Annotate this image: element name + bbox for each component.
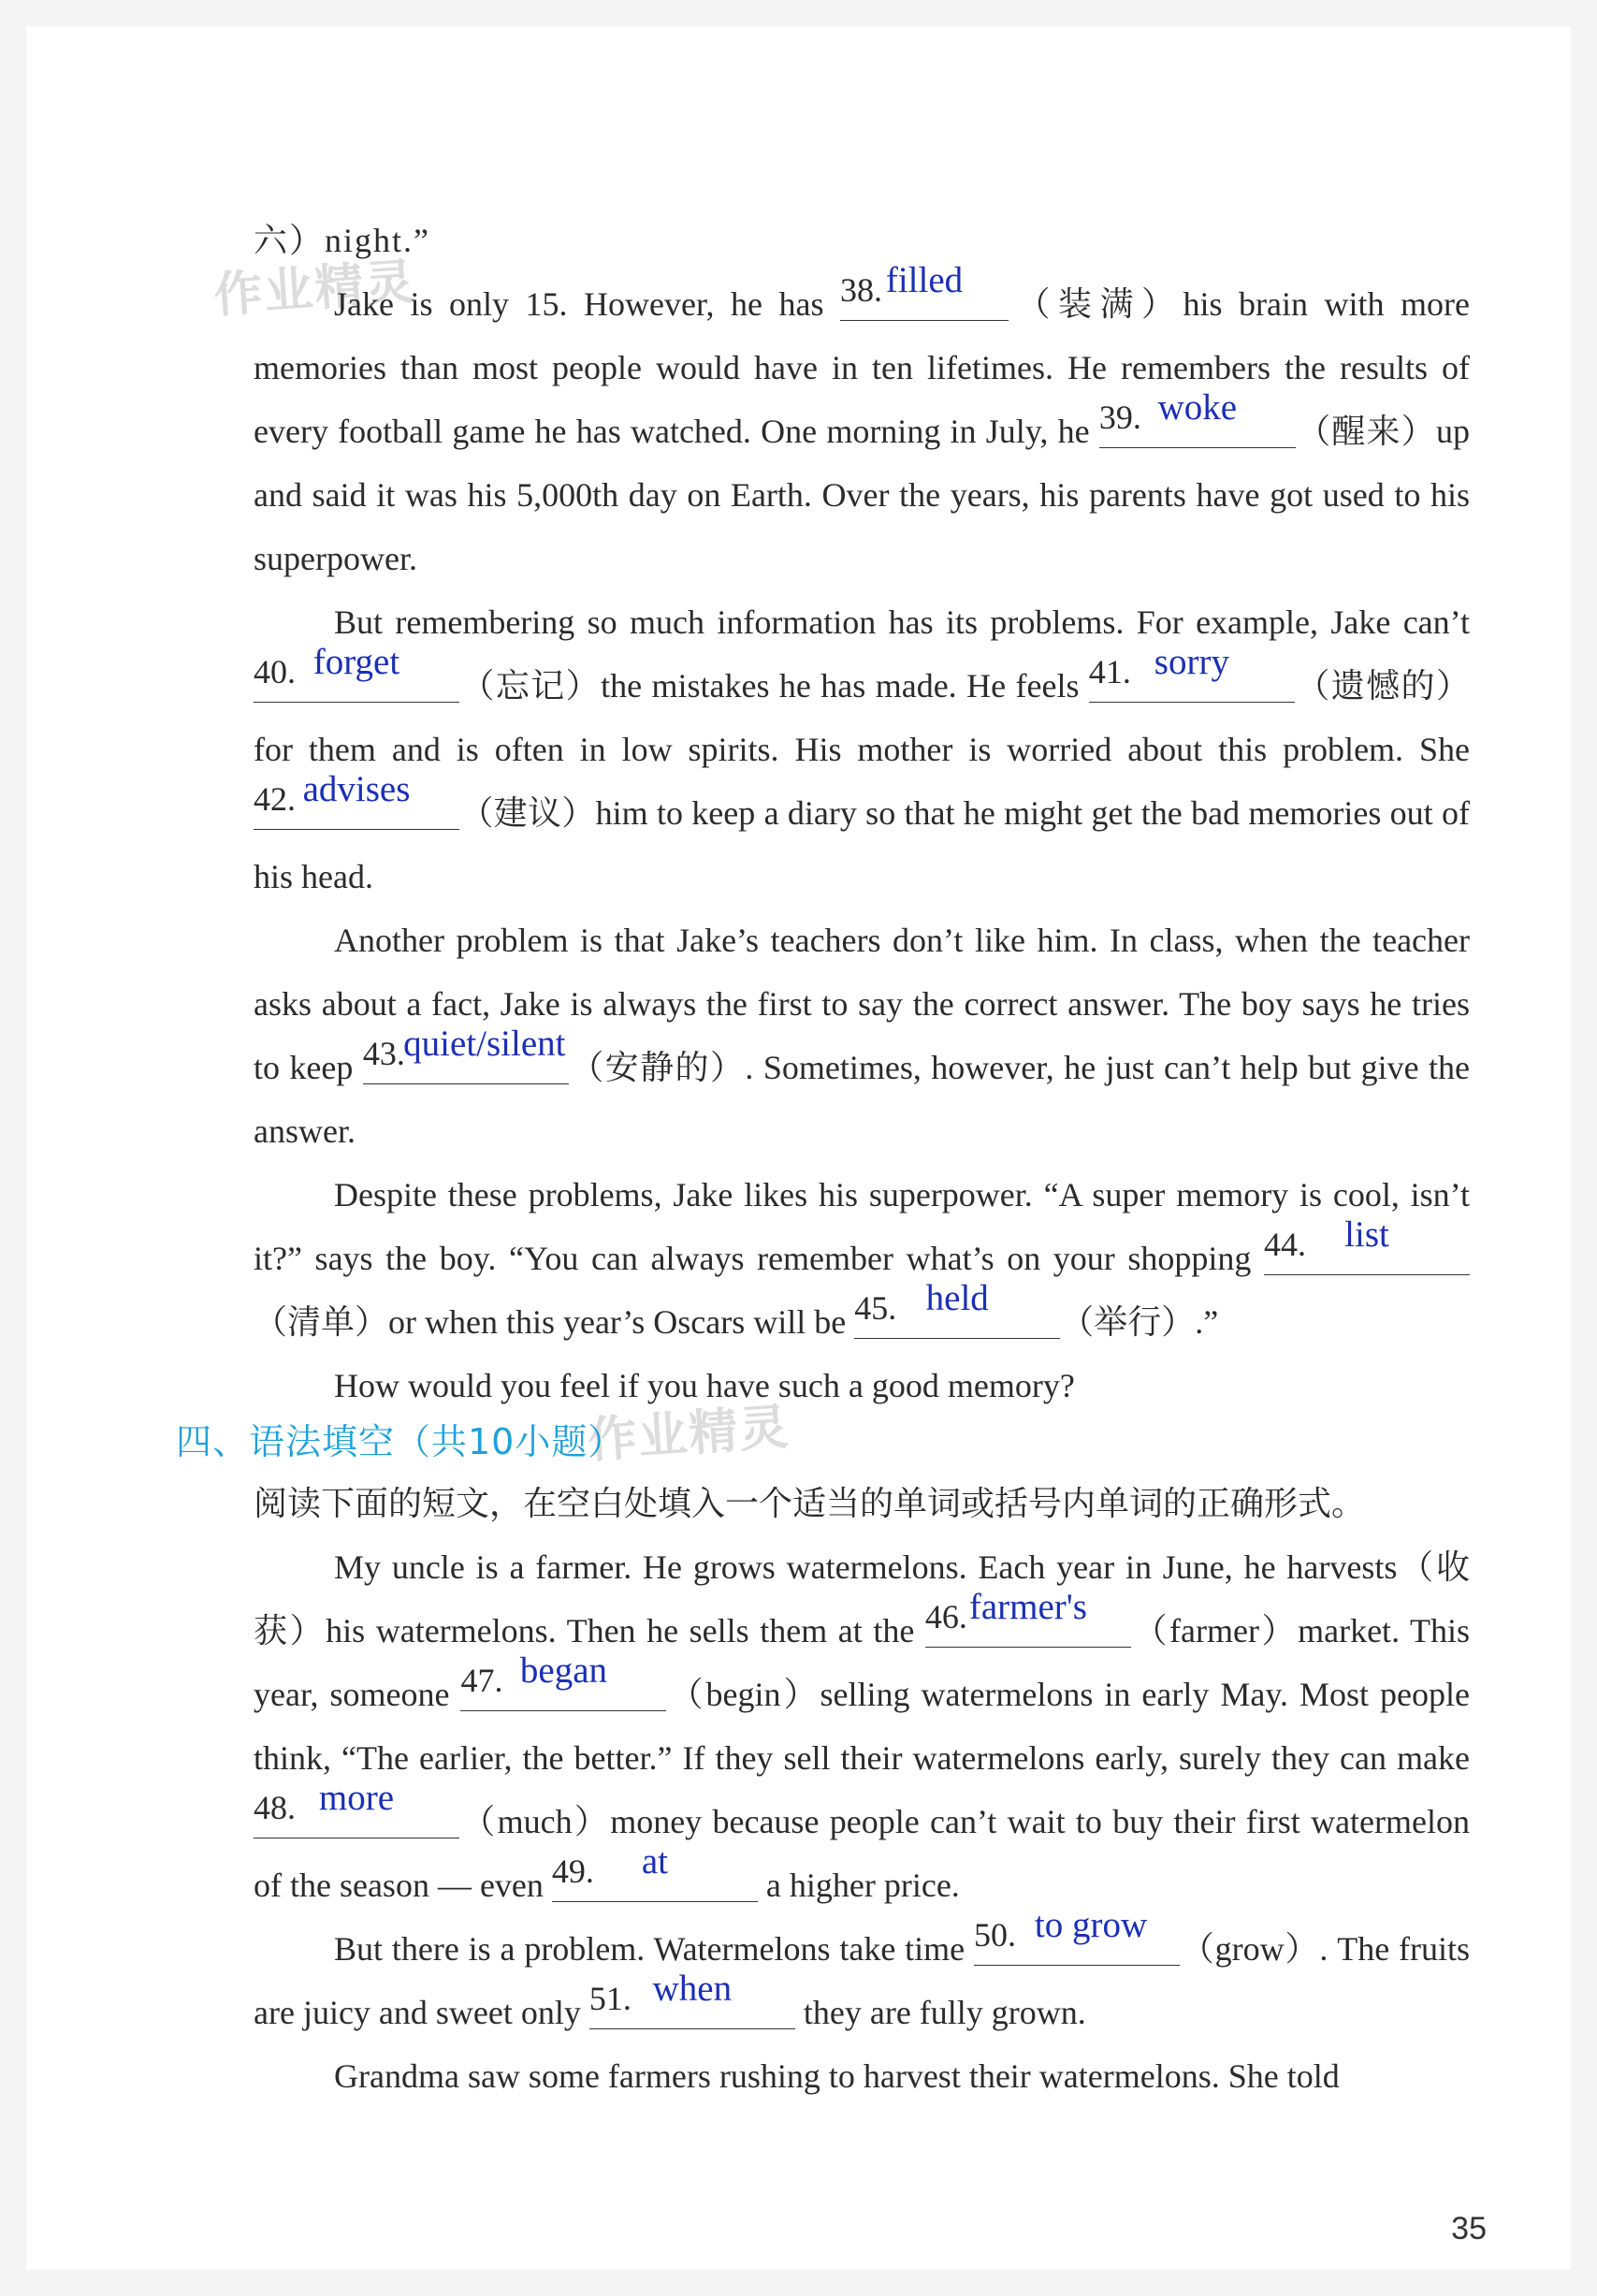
- blank-answer: sorry: [1154, 642, 1229, 682]
- page: [26, 26, 1571, 2270]
- text: they are fully grown.: [794, 1994, 1086, 2031]
- blank-41[interactable]: [1088, 642, 1295, 703]
- paragraph-grandma: [254, 2044, 1470, 2108]
- text: （清单）or when this year’s Oscars will be: [254, 1303, 855, 1341]
- paragraph-problem: [254, 1905, 1471, 2044]
- blank-42[interactable]: [254, 769, 459, 830]
- page-number: 35: [1451, 2211, 1487, 2246]
- text: Despite these problems, Jake likes his superpower. “A super memory is cool, isn’t it?” says the boy. “You can always remember what’s on your shopping: [254, 1176, 1470, 1277]
- blank-number: 48.: [254, 1789, 296, 1826]
- blank-48[interactable]: [254, 1778, 459, 1838]
- blank-answer: list: [1344, 1214, 1389, 1255]
- paragraph-question: [254, 1354, 1470, 1417]
- text: Another problem is that Jake’s teachers don’t like him. In class, when the teacher asks about a fact, Jake is always the first to say the correct answer. The boy says he tries to keep: [254, 922, 1470, 1086]
- paragraph-jake-intro: [254, 260, 1471, 590]
- text: （忘记）the mistakes he has made. He feels: [459, 667, 1089, 705]
- watermark-top: 作业精灵: [211, 254, 418, 325]
- text: （grow）. The fruits are juicy and sweet only: [254, 1930, 1471, 2031]
- blank-38[interactable]: [840, 260, 1009, 321]
- text: （装满）his brain with more memories than most people would have in ten lifetimes. He remembers the results of every football game he has watched. One morning in July, he: [254, 285, 1471, 450]
- blank-45[interactable]: [854, 1278, 1060, 1339]
- blank-answer: filled: [885, 260, 964, 300]
- passage-2: [254, 1472, 1470, 2108]
- blank-answer: when: [652, 1969, 733, 2009]
- paragraph-uncle: [254, 1535, 1470, 1917]
- text: Grandma saw some farmers rushing to harvest their watermelons. She told: [334, 2057, 1340, 2095]
- paragraph-superpower: [254, 1163, 1470, 1354]
- text: How would you feel if you have such a good memory?: [334, 1367, 1075, 1404]
- blank-44[interactable]: [1264, 1214, 1470, 1275]
- blank-answer: began: [519, 1650, 608, 1691]
- blank-number: 50.: [974, 1916, 1016, 1954]
- text: （举行）.”: [1060, 1303, 1219, 1341]
- blank-51[interactable]: [588, 1969, 795, 2029]
- blank-40[interactable]: [254, 642, 459, 703]
- blank-39[interactable]: [1098, 387, 1296, 448]
- blank-number: 44.: [1264, 1226, 1306, 1263]
- blank-number: 45.: [854, 1289, 897, 1327]
- blank-number: 39.: [1098, 399, 1141, 436]
- blank-50[interactable]: [974, 1905, 1180, 1966]
- text: But remembering so much information has its problems. For example, Jake can’t: [334, 603, 1470, 641]
- passage-1: [254, 209, 1470, 1417]
- blank-answer: held: [925, 1278, 989, 1318]
- blank-number: 46.: [924, 1598, 967, 1635]
- text-night: 六）night.”: [254, 222, 430, 259]
- blank-answer: more: [318, 1778, 395, 1818]
- blank-answer: to grow: [1034, 1905, 1148, 1945]
- paragraph-problems: [254, 590, 1470, 908]
- blank-answer: quiet/silent: [403, 1024, 566, 1064]
- blank-49[interactable]: [551, 1841, 758, 1902]
- blank-number: 41.: [1088, 653, 1131, 690]
- blank-number: 47.: [460, 1662, 503, 1699]
- paragraph-teachers: [254, 908, 1470, 1163]
- text: But there is a problem. Watermelons take time: [334, 1930, 974, 1968]
- text: Jake is only 15. However, he has: [334, 285, 840, 323]
- text: （much）money because people can’t wait to buy their first watermelon of the season — even: [254, 1803, 1470, 1904]
- blank-answer: at: [641, 1841, 668, 1882]
- text: My uncle is a farmer. He grows watermelons. Each year in June, he harvests（收获）his watermelons. Then he sells them at the: [254, 1548, 1470, 1649]
- text: （醒来）up and said it was his 5,000th day on Earth. Over the years, his parents have got used to his superpower.: [254, 413, 1470, 577]
- text: a higher price.: [757, 1867, 960, 1904]
- blank-answer: forget: [312, 642, 400, 682]
- instructions-text: 阅读下面的短文，在空白处填入一个适当的单词或括号内单词的正确形式。: [254, 1485, 1366, 1522]
- blank-46[interactable]: [924, 1587, 1131, 1648]
- blank-number: 42.: [254, 780, 296, 818]
- text: （farmer）market. This year, someone: [254, 1612, 1470, 1713]
- blank-number: 43.: [362, 1035, 405, 1072]
- blank-47[interactable]: [460, 1650, 666, 1711]
- section-instructions: [254, 1472, 1470, 1535]
- blank-answer: advises: [302, 769, 411, 809]
- blank-number: 40.: [254, 653, 296, 690]
- text: （begin）selling watermelons in early May. Most people think, “The earlier, the better.” If they sell their watermelons early, surely they can make: [254, 1676, 1470, 1777]
- blank-answer: farmer's: [968, 1587, 1087, 1627]
- blank-number: 38.: [840, 271, 882, 309]
- text: （安静的）. Sometimes, however, he just can’t help but give the answer.: [254, 1049, 1470, 1150]
- blank-answer: woke: [1157, 387, 1238, 428]
- text: （遗憾的）for them and is often in low spirits. His mother is worried about this problem. She: [254, 667, 1470, 768]
- section-title: 四、语法填空（共10小题）: [176, 1421, 625, 1462]
- blank-number: 51.: [588, 1980, 632, 2017]
- blank-43[interactable]: [362, 1024, 569, 1084]
- watermark-section: 作业精灵: [586, 1399, 792, 1470]
- blank-number: 49.: [551, 1853, 594, 1890]
- text: （建议）him to keep a diary so that he might get the bad memories out of his head.: [254, 794, 1470, 895]
